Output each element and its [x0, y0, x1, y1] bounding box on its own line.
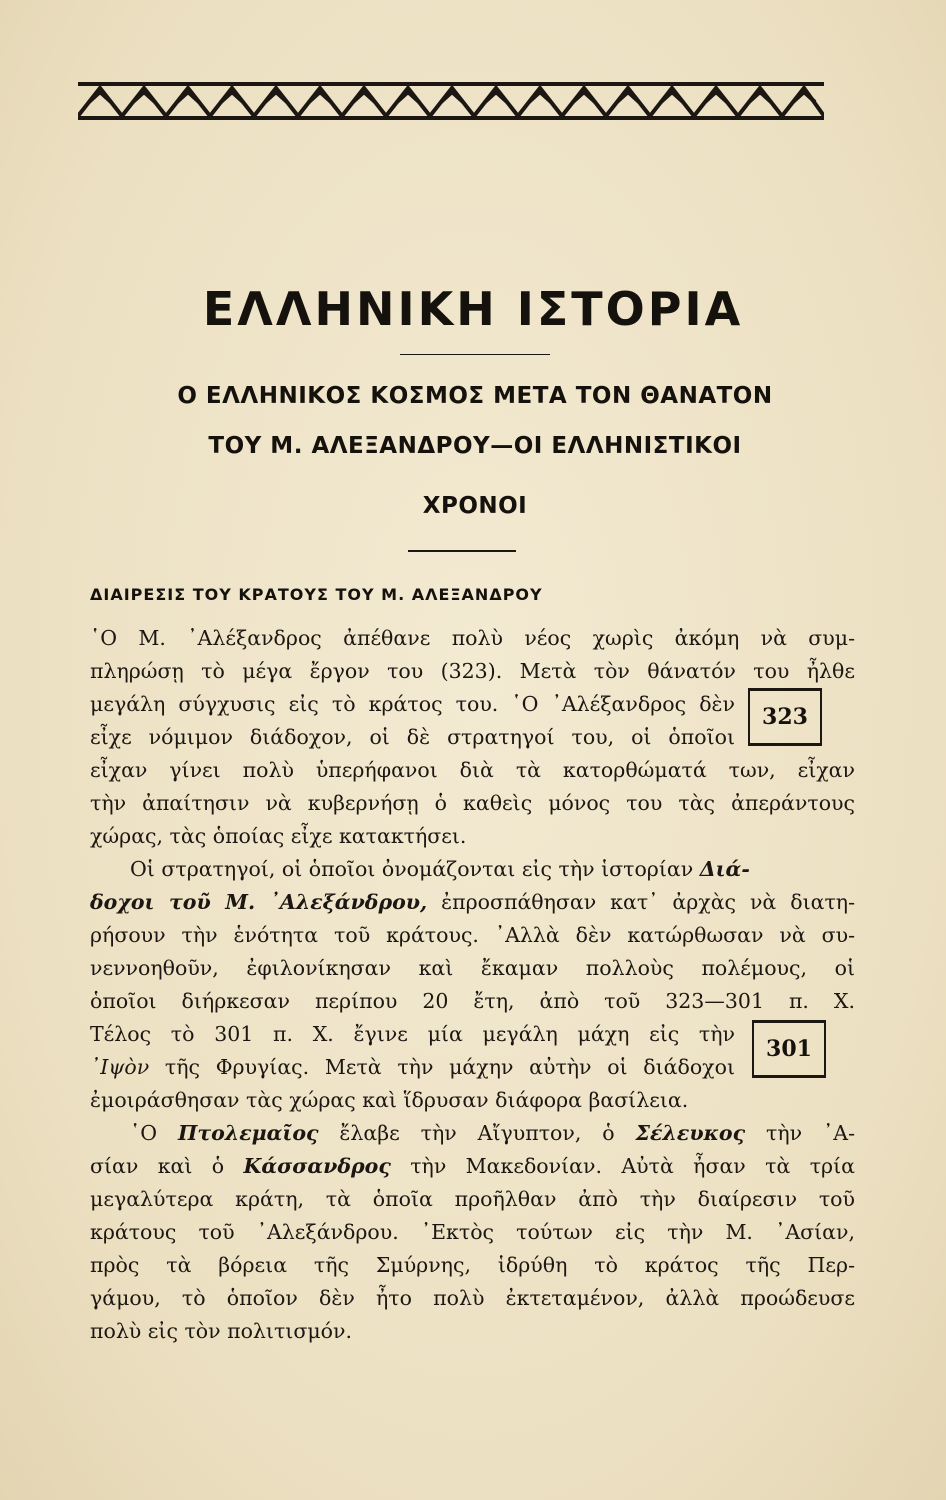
text-segment: τῆς Φρυγίας. Μετὰ τὴν μάχην αὐτὴν οἱ διάδοχοι [149, 1055, 735, 1079]
text-line: μεγάλη σύγχυσις εἰς τὸ κράτος του. ῾Ο ᾿Αλέξανδρος δὲν [90, 692, 735, 716]
text-line-with-italic [130, 851, 828, 887]
text-line: εἶχαν γίνει πολὺ ὑπερήφανοι διὰ τὰ κατορθώματά των, εἶχαν [90, 758, 855, 782]
text-segment: ἔλαβε τὴν Αἴγυπτον, ὁ [318, 1121, 636, 1145]
text-line: Τέλος τὸ 301 π. Χ. ἔγινε μία μεγάλη μάχη εἰς τὴν [90, 1022, 735, 1046]
text-line: τὴν ἀπαίτησιν νὰ κυβερνήσῃ ὁ καθεὶς μόνος του τὰς ἀπεράντους [90, 791, 855, 815]
text-line: ἐμοιράσθησαν τὰς χώρας καὶ ἵδρυσαν διάφορα βασίλεια. [90, 1088, 689, 1112]
italic-term: Διά- [699, 857, 750, 881]
text-segment: ῾Ο [130, 1121, 178, 1145]
text-line: εἶχε νόμιμον διάδοχον, οἱ δὲ στρατηγοί του, οἱ ὁποῖοι [90, 725, 735, 749]
margin-year-box: 301 [752, 1020, 826, 1078]
subtitle-line-3: ΧΡΟΝΟΙ [422, 493, 528, 519]
italic-name: Πτολεμαῖος [177, 1121, 319, 1145]
text-line-with-names [90, 1148, 855, 1184]
text-line: πολὺ εἰς τὸν πολιτισμόν. [90, 1319, 352, 1343]
subtitle-line-2: ΤΟΥ Μ. ΑΛΕΞΑΝΔΡΟΥ—ΟΙ ΕΛΛΗΝΙΣΤΙΚΟΙ [208, 433, 742, 459]
text-line-with-italic [90, 1049, 735, 1085]
text-line-with-italic [90, 884, 855, 920]
text-segment: Οἱ στρατηγοί, οἱ ὁποῖοι ὀνομάζονται εἰς τὴν ἱστορίαν [130, 857, 700, 881]
italic-term: δοχοι τοῦ Μ. ᾿Αλεξάνδρου, [90, 890, 428, 914]
section-heading: ΔΙΑΙΡΕΣΙΣ ΤΟΥ ΚΡΑΤΟΥΣ ΤΟΥ Μ. ΑΛΕΞΑΝΔΡΟΥ [90, 585, 543, 604]
text-line: ῾Ο Μ. ᾿Αλέξανδρος ἀπέθανε πολὺ νέος χωρὶς ἀκόμη νὰ συμ- [90, 626, 855, 650]
text-line: κράτους τοῦ ᾿Αλεξάνδρου. ᾿Εκτὸς τούτων εἰς τὴν Μ. ᾿Ασίαν, [90, 1220, 855, 1244]
text-line: ρήσουν τὴν ἑνότητα τοῦ κράτους. ᾿Αλλὰ δὲν κατώρθωσαν νὰ συ- [90, 923, 855, 947]
text-line: νεννοηθοῦν, ἐφιλονίκησαν καὶ ἔκαμαν πολλοὺς πολέμους, οἱ [90, 956, 855, 980]
text-line: πρὸς τὰ βόρεια τῆς Σμύρνης, ἱδρύθη τὸ κράτος τῆς Περ- [90, 1253, 855, 1277]
text-line-with-names [130, 1115, 855, 1151]
text-line: ὁποῖοι διήρκεσαν περίπου 20 ἔτη, ἀπὸ τοῦ 323—301 π. Χ. [90, 989, 855, 1013]
text-line: μεγαλύτερα κράτη, τὰ ὁποῖα προῆλθαν ἀπὸ τὴν διαίρεσιν τοῦ [90, 1187, 855, 1211]
page-title: ΕΛΛΗΝΙΚΗ ΙΣΤΟΡΙΑ [202, 282, 744, 336]
text-segment: ἐπροσπάθησαν κατ᾿ ἀρχὰς νὰ διατη- [427, 890, 856, 914]
subtitle-divider [408, 550, 516, 552]
text-line: χώρας, τὰς ὁποίας εἶχε κατακτήσει. [90, 824, 467, 848]
title-divider [400, 354, 550, 355]
italic-term: ᾿Ιψὸν [90, 1055, 150, 1079]
margin-year-box: 323 [748, 688, 822, 746]
subtitle-line-1: Ο ΕΛΛΗΝΙΚΟΣ ΚΟΣΜΟΣ ΜΕΤΑ ΤΟΝ ΘΑΝΑΤΟΝ [177, 383, 773, 409]
text-segment: σίαν καὶ ὁ [90, 1154, 244, 1178]
italic-name: Σέλευκος [635, 1121, 746, 1145]
text-line: πληρώσῃ τὸ μέγα ἔργον του (323). Μετὰ τὸν θάνατόν του ἦλθε [90, 659, 855, 683]
text-line: γάμου, τὸ ὁποῖον δὲν ἦτο πολὺ ἐκτεταμένον, ἀλλὰ προώδευσε [90, 1286, 855, 1310]
text-segment: τὴν ᾿Α- [745, 1121, 855, 1145]
italic-name: Κάσσανδρος [243, 1154, 391, 1178]
text-segment: τὴν Μακεδονίαν. Αὐτὰ ἦσαν τὰ τρία [390, 1154, 855, 1178]
meander-ornament-border [78, 82, 824, 120]
